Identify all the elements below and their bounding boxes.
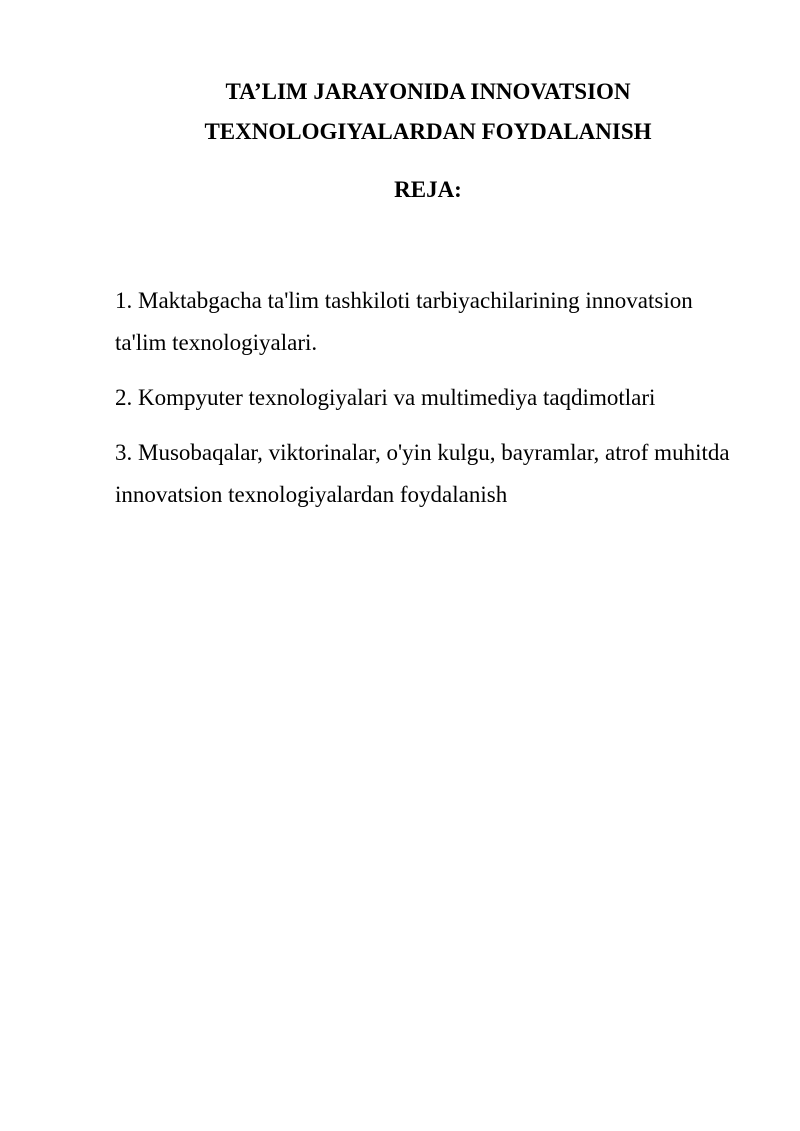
plan-item-2: 2. Kompyuter texnologiyalari va multimediya taqdimotlari (115, 385, 656, 410)
title-line-2: TEXNOLOGIYALARDAN FOYDALANISH (204, 119, 652, 144)
title-line-1: TA’LIM JARAYONIDA INNOVATSION (225, 79, 631, 104)
plan-heading: REJA: (394, 177, 462, 202)
plan-list (115, 280, 745, 529)
document-title (0, 72, 800, 152)
plan-item-1: 1. Maktabgacha ta'lim tashkiloti tarbiyachilarining innovatsion ta'lim texnologiyalari. (115, 288, 693, 355)
plan-item-3: 3. Musobaqalar, viktorinalar, o'yin kulgu, bayramlar, atrof muhitda innovatsion texnologiyalardan foydalanish (115, 440, 730, 507)
